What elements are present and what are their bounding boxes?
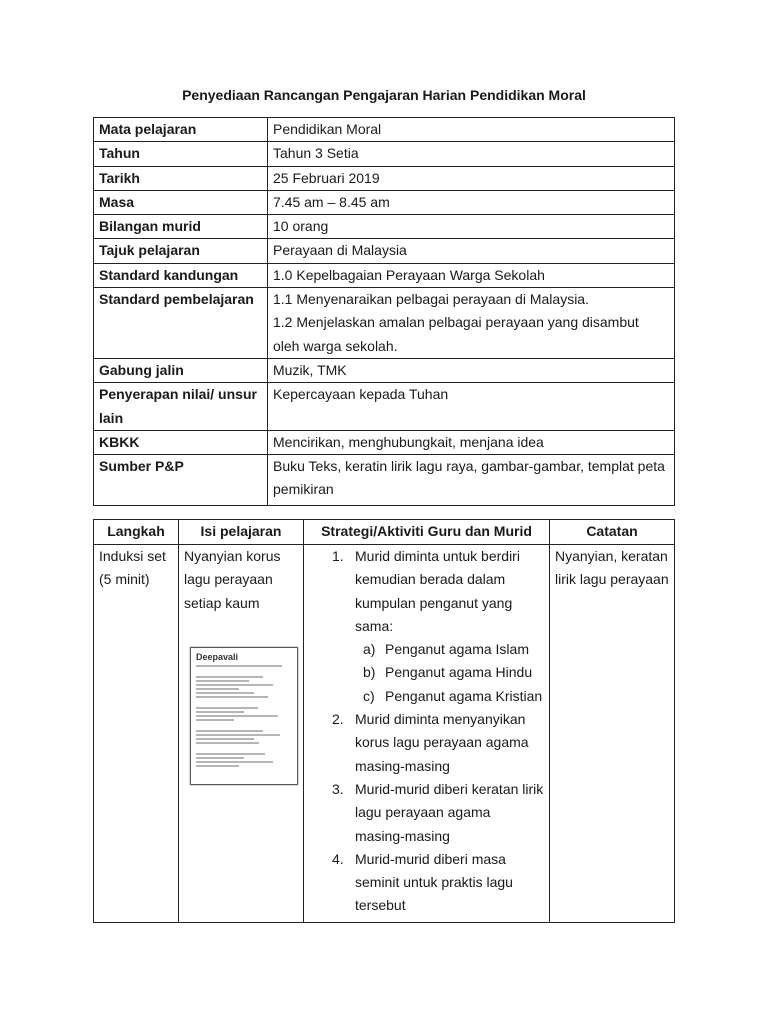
info-label: Masa [94,190,268,214]
info-label: Tajuk pelajaran [94,239,268,263]
info-value [268,288,675,359]
info-value [268,118,675,142]
info-value-line: 10 orang [273,218,329,235]
step-text: Murid-murid diberi keratan lirik lagu perayaan agama masing-masing [355,780,544,844]
info-label: Tahun [94,142,268,166]
lesson-activity-table [93,519,675,923]
info-row [94,215,675,239]
info-value-line: 7.45 am – 8.45 am [273,193,390,210]
langkah-cell: Induksi set (5 minit) [94,545,179,923]
info-row [94,166,675,190]
step-text: Murid diminta untuk berdiri kemudian berada dalam kumpulan penganut yang sama: [355,548,520,634]
info-value [268,166,675,190]
sub-step-text: Penganut agama Islam [385,641,529,658]
info-label: Gabung jalin [94,358,268,382]
info-row [94,288,675,359]
info-value [268,455,675,506]
info-row [94,239,675,263]
info-value [268,430,675,454]
info-label: Standard kandungan [94,263,268,287]
info-value [268,383,675,431]
header-langkah: Langkah [94,520,179,545]
info-row [94,142,675,166]
info-value [268,263,675,287]
info-label: Penyerapan nilai/ unsur lain [94,383,268,431]
step-sub-list [355,638,544,708]
info-value-line: Buku Teks, keratin lirik lagu raya, gambar-gambar, templat peta pemikiran [273,458,665,498]
info-value-line: Perayaan di Malaysia [273,242,407,259]
activity-step [309,708,544,778]
sub-step-letter: c) [363,687,375,704]
sub-step-letter: b) [363,664,376,681]
info-value [268,239,675,263]
isi-pelajaran-cell [179,545,304,923]
info-value-line: Kepercayaan kepada Tuhan [273,386,449,403]
info-row [94,358,675,382]
info-label: KBKK [94,430,268,454]
info-row [94,118,675,142]
header-isi-pelajaran: Isi pelajaran [179,520,304,545]
info-label: Bilangan murid [94,215,268,239]
info-value [268,190,675,214]
header-catatan: Catatan [550,520,675,545]
sub-step-text: Penganut agama Kristian [385,687,543,704]
lyrics-thumbnail-image [190,647,298,785]
info-value-line: 1.2 Menjelaskan amalan pelbagai perayaan yang disambut oleh warga sekolah. [273,314,639,354]
info-value [268,142,675,166]
activity-header-row [94,520,675,545]
info-value-line: Mencirikan, menghubungkait, menjana idea [273,433,544,450]
activity-steps-list [309,545,544,922]
lesson-info-table [93,117,675,506]
step-text: Murid-murid diberi masa seminit untuk praktis lagu tersebut [355,850,513,914]
info-row [94,455,675,506]
info-value-line: 1.1 Menyenaraikan pelbagai perayaan di Malaysia. [273,291,589,308]
info-value-line: Pendidikan Moral [273,121,382,137]
step-number: 3. [332,780,344,797]
step-number: 1. [332,548,344,564]
sub-step [355,685,544,708]
info-row [94,190,675,214]
info-value-line: Muzik, TMK [273,361,347,378]
thumbnail-title: Deepavali [196,651,239,662]
info-label: Sumber P&P [94,455,268,506]
strategi-cell [304,545,550,923]
info-value [268,215,675,239]
info-label: Mata pelajaran [94,118,268,142]
info-row [94,383,675,431]
catatan-cell: Nyanyian, keratan lirik lagu perayaan [550,545,675,923]
sub-step [355,638,544,661]
isi-pelajaran-text: Nyanyian korus lagu perayaan setiap kaum [184,548,281,611]
info-value-line: 25 Februari 2019 [273,169,380,186]
sub-step-letter: a) [363,641,376,658]
header-strategi: Strategi/Aktiviti Guru dan Murid [304,520,550,545]
info-label: Standard pembelajaran [94,288,268,359]
info-label: Tarikh [94,166,268,190]
info-value-line: 1.0 Kepelbagaian Perayaan Warga Sekolah [273,266,545,283]
step-number: 2. [332,711,344,728]
activity-step [309,778,544,848]
info-row [94,263,675,287]
sub-step [355,661,544,684]
activity-row [94,545,675,923]
info-value [268,358,675,382]
document-title: Penyediaan Rancangan Pengajaran Harian Pendidikan Moral [182,87,586,103]
activity-step [309,848,544,922]
step-text: Murid diminta menyanyikan korus lagu perayaan agama masing-masing [355,711,529,774]
step-number: 4. [332,850,344,867]
activity-step [309,545,544,708]
sub-step-text: Penganut agama Hindu [385,664,533,681]
info-row [94,430,675,454]
info-value-line: Tahun 3 Setia [273,145,359,162]
